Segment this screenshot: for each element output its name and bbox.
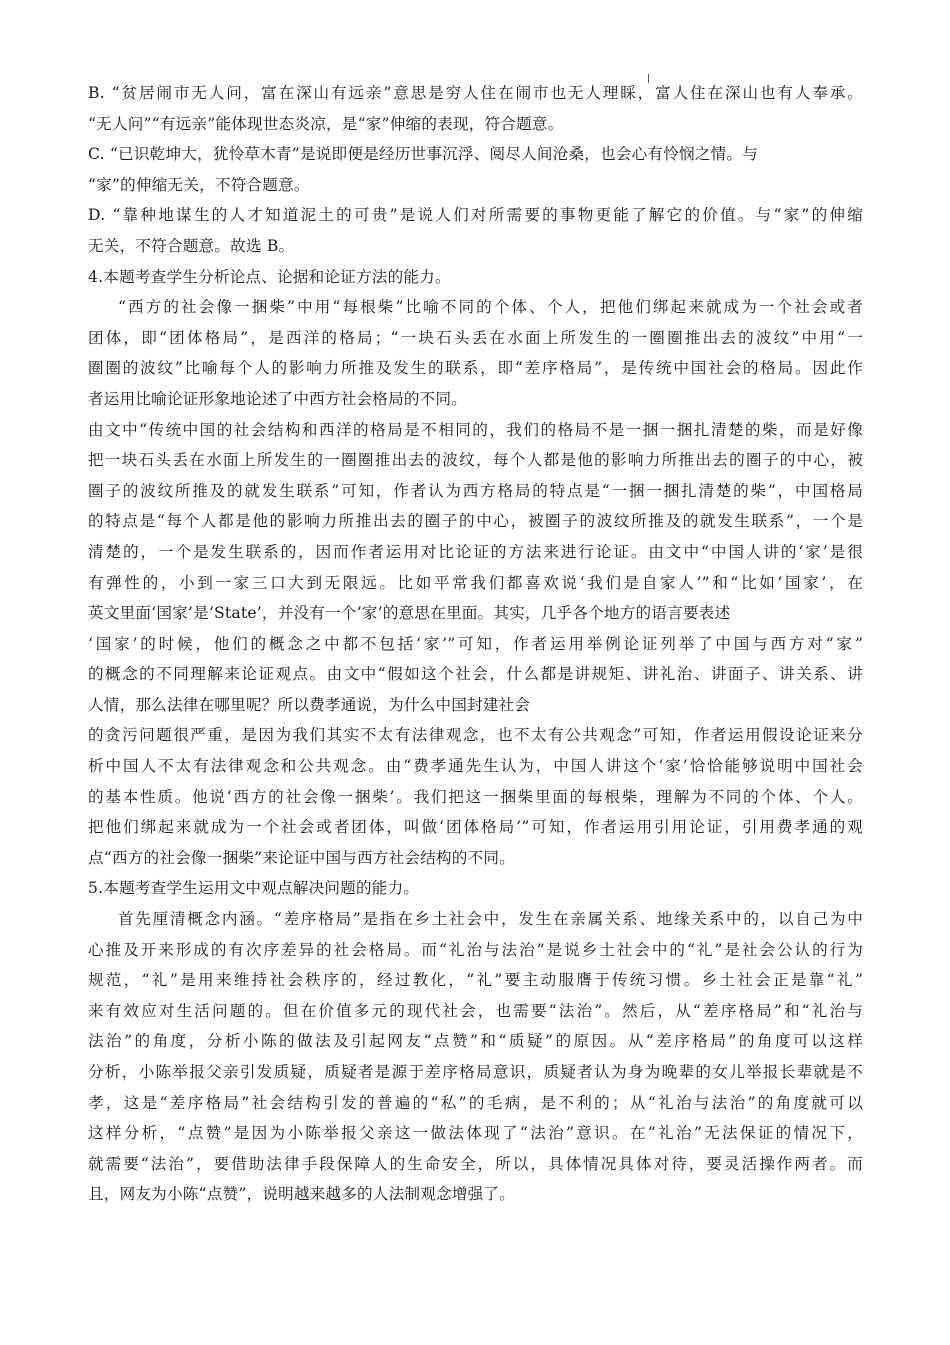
text-line: 团体，即“团体格局”，是西洋的格局；“一块石头丢在水面上所发生的一圈圈推出去的波纹”中用“一: [88, 328, 863, 347]
text-line: 心推及开来形成的有次序差异的社会格局。而“礼治与法治”是说乡土社会中的“礼”是社会公认的行为: [88, 940, 863, 959]
answer-explanation-page: [88, 78, 863, 1210]
text-line: 5.本题考查学生运用文中观点解决问题的能力。: [88, 879, 420, 898]
text-line: 就需要“法治”，要借助法律手段保障人的生命安全，所以，具体情况具体对待，要灵活操作两者。而: [88, 1154, 863, 1173]
text-line: 规范，“礼”是用来维持社会秩序的，经过教化，“礼”要主动服膺于传统习惯。乡土社会正是靠“礼”: [88, 971, 863, 990]
text-line: 清楚的，一个是发生联系的，因而作者运用对比论证的方法来进行论证。由文中“中国人讲的‘家’是很: [88, 542, 863, 561]
text-line: 者运用比喻论证形象地论述了中西方社会格局的不同。: [88, 389, 468, 408]
text-line: 有弹性的，小到一家三口大到无限远。比如平常我们都喜欢说‘我们是自家人’”和“比如‘国家’，在: [88, 573, 863, 592]
text-line: ‘国家’的时候，他们的概念之中都不包括‘家’”可知，作者运用举例论证列举了中国与西方对“家”: [88, 634, 863, 653]
text-line: 法治”的角度，分析小陈的做法及引起网友“点赞”和“质疑”的原因。从“差序格局”的角度可以这样: [88, 1032, 863, 1051]
text-line: 英文里面‘国家’是‘State’，并没有一个‘家’的意思在里面。其实，几乎各个地方的语言要表述: [88, 604, 731, 623]
text-line: 4.本题考查学生分析论点、论据和论证方法的能力。: [88, 267, 451, 286]
text-line: 来有效应对生活问题的。但在价值多元的现代社会，也需要“法治”。然后，从“差序格局”和“礼治与: [88, 1001, 863, 1020]
text-line: B. “贫居闹市无人问，富在深山有远亲”意思是穷人住在闹市也无人理睬，富人住在深山也有人奉承。: [88, 84, 863, 102]
text-line: “家”的伸缩无关，不符合题意。: [88, 175, 310, 194]
text-line: 把一块石头丢在水面上所发生的一圈圈推出去的波纹，每个人都是他的影响力所推出去的圈子的中心，被: [88, 451, 863, 470]
text-line: 的概念的不同理解来论证观点。由文中“假如这个社会，什么都是讲规矩、讲礼治、讲面子、讲关系、讲: [88, 665, 863, 684]
text-line: 这样分析，“点赞”是因为小陈举报父亲这一做法体现了“法治”意识。在“礼治”无法保证的情况下，: [88, 1124, 863, 1143]
text-line: 孝，这是“差序格局”社会结构引发的普遍的“私”的毛病，是不利的；从“礼治与法治”的角度就可以: [88, 1093, 863, 1112]
text-line: 首先厘清概念内涵。“差序格局”是指在乡土社会中，发生在亲属关系、地缘关系中的，以自己为中: [118, 910, 863, 929]
text-line: “无人问”“有远亲”能体现世态炎凉，是“家”伸缩的表现，符合题意。: [88, 114, 564, 133]
text-line: C. “已识乾坤大，犹怜草木青”是说即便是经历世事沉浮、阅尽人间沧桑，也会心有怜悯之情。与: [88, 145, 758, 164]
text-line: 圈圈的波纹”比喻每个人的影响力所推及发生的联系，即“差序格局”，是传统中国社会的格局。因此作: [88, 359, 863, 378]
text-line: 由文中“传统中国的社会结构和西洋的格局是不相同的，我们的格局不是一捆一捆扎清楚的柴，而是好像: [88, 420, 863, 439]
text-line: 且，网友为小陈“点赞”，说明越来越多的人法制观念增强了。: [88, 1185, 515, 1204]
text-line: 无关，不符合题意。故选 B。: [88, 236, 295, 255]
text-line: 人情，那么法律在哪里呢？所以费孝通说，为什么中国封建社会: [88, 695, 531, 714]
text-line: “西方的社会像一捆柴”中用“每根柴”比喻不同的个体、个人，把他们绑起来就成为一个社会或者: [118, 298, 863, 317]
text-line: 把他们绑起来就成为一个社会或者团体，叫做‘团体格局’”可知，作者运用引用论证，引用费孝通的观: [88, 818, 863, 837]
text-line: 圈子的波纹所推及的就发生联系”可知，作者认为西方格局的特点是“一捆一捆扎清楚的柴”，中国格局: [88, 481, 863, 500]
text-line: 析中国人不太有法律观念和公共观念。由“费孝通先生认为，中国人讲这个‘家’恰恰能够说明中国社会: [88, 757, 863, 776]
text-line: 点“西方的社会像一捆柴”来论证中国与西方社会结构的不同。: [88, 848, 515, 867]
text-line: 分析，小陈举报父亲引发质疑，质疑者是源于差序格局意识，质疑者认为身为晚辈的女儿举报长辈就是不: [88, 1063, 863, 1081]
text-line: 的特点是“每个人都是他的影响力所推出去的圈子的中心，被圈子的波纹所推及的就发生联系”，一个是: [88, 512, 863, 531]
text-line: D. “靠种地谋生的人才知道泥土的可贵”是说人们对所需要的事物更能了解它的价值。与“家”的伸缩: [88, 206, 863, 225]
text-line: 的基本性质。他说‘西方的社会像一捆柴’。我们把这一捆柴里面的每根柴，理解为不同的个体、个人。: [88, 787, 863, 806]
text-line: 的贪污问题很严重，是因为我们其实不太有法律观念，也不太有公共观念”可知，作者运用假设论证来分: [88, 726, 863, 745]
